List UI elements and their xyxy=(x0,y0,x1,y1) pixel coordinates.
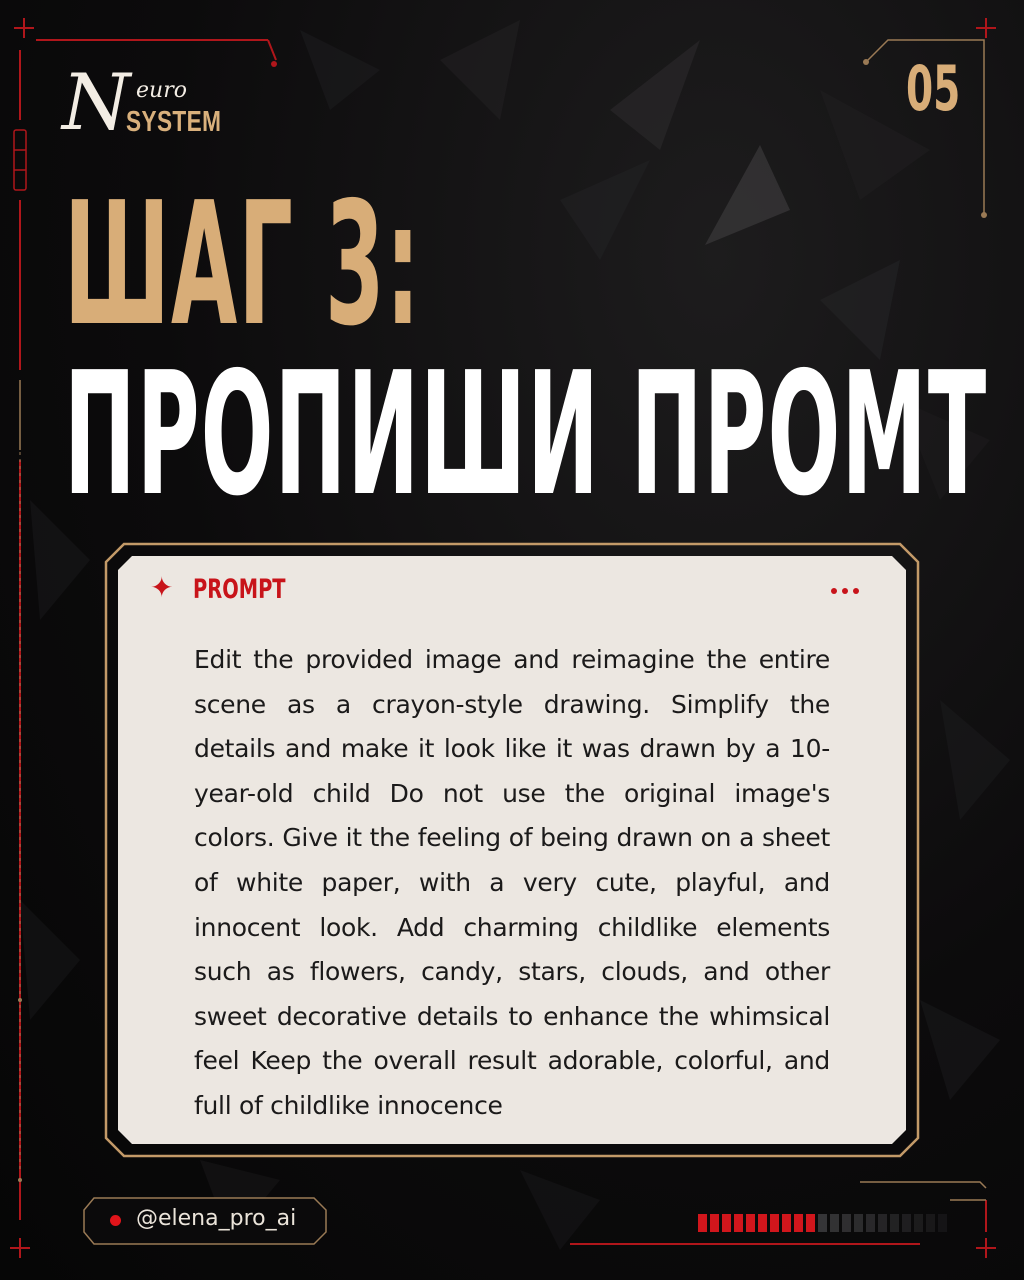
progress-segment-filled xyxy=(734,1214,743,1232)
progress-segment-empty xyxy=(854,1214,863,1232)
progress-segment-empty xyxy=(818,1214,827,1232)
page-number: 05 xyxy=(906,52,961,125)
logo-letter-n: N xyxy=(62,58,131,148)
progress-segment-empty xyxy=(878,1214,887,1232)
logo-euro-text: euro xyxy=(136,78,187,103)
progress-segment-empty xyxy=(890,1214,899,1232)
prompt-text: Edit the provided image and reimagine the entire scene as a crayon-style drawing. Simplify the details and make it look like it was drawn by a 10-year-old child Do not use the original image's colors. Give it the feeling of being drawn on a sheet of white paper, with a very cute, playful, and innocent look. Add charming childlike elements such as flowers, candy, stars, clouds, and other sweet decorative details to enhance the whimsical feel Keep the overall result adorable, colorful, and full of childlike innocence xyxy=(194,645,830,1120)
more-dots-icon[interactable] xyxy=(831,588,859,594)
progress-segment-empty xyxy=(830,1214,839,1232)
handle-text[interactable]: @elena_pro_ai xyxy=(136,1206,297,1231)
progress-segment-filled xyxy=(722,1214,731,1232)
progress-segment-filled xyxy=(710,1214,719,1232)
progress-segment-empty xyxy=(938,1214,947,1232)
four-point-star-icon: ✦ xyxy=(150,571,174,604)
logo-system-text: SYSTEM xyxy=(126,106,222,138)
progress-segment-empty xyxy=(842,1214,851,1232)
progress-segment-filled xyxy=(782,1214,791,1232)
progress-segment-filled xyxy=(698,1214,707,1232)
progress-segment-empty xyxy=(914,1214,923,1232)
progress-segment-empty xyxy=(902,1214,911,1232)
progress-segment-filled xyxy=(746,1214,755,1232)
progress-segment-empty xyxy=(926,1214,935,1232)
progress-bar xyxy=(698,1214,947,1232)
progress-segment-filled xyxy=(806,1214,815,1232)
title-step: ШАГ 3: xyxy=(64,166,422,364)
handle-dot-icon xyxy=(110,1215,121,1226)
progress-segment-filled xyxy=(758,1214,767,1232)
progress-segment-empty xyxy=(866,1214,875,1232)
progress-segment-filled xyxy=(794,1214,803,1232)
title-main: ПРОПИШИ ПРОМТ xyxy=(64,336,988,534)
prompt-label: PROMPT xyxy=(193,574,286,605)
progress-segment-filled xyxy=(770,1214,779,1232)
